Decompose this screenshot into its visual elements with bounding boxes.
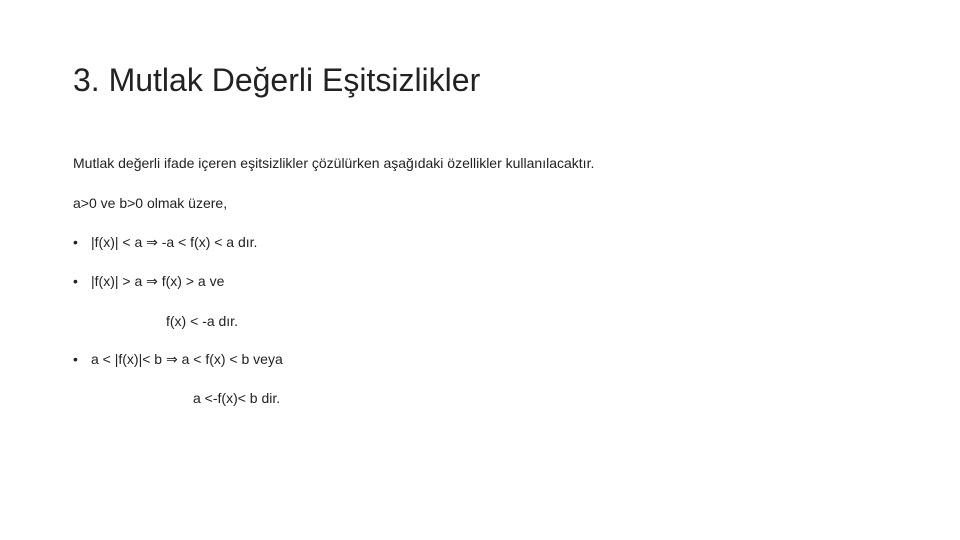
bullet-icon: • bbox=[73, 273, 78, 289]
bullet-icon: • bbox=[73, 351, 78, 367]
rule-item bbox=[73, 272, 224, 290]
rule-item bbox=[73, 233, 257, 251]
slide-title: 3. Mutlak Değerli Eşitsizlikler bbox=[73, 62, 481, 98]
intro-text: Mutlak değerli ifade içeren eşitsizlikler çözülürken aşağıdaki özellikler kullanılacaktır. bbox=[73, 155, 595, 171]
rule-text: |f(x)| < a ⇒ -a < f(x) < a dır. bbox=[91, 234, 258, 250]
rule-continuation: a <-f(x)< b dir. bbox=[193, 390, 281, 406]
bullet-icon: • bbox=[73, 234, 78, 250]
condition-text: a>0 ve b>0 olmak üzere, bbox=[73, 195, 228, 211]
rule-text: |f(x)| > a ⇒ f(x) > a ve bbox=[91, 273, 225, 289]
rule-text: a < |f(x)|< b ⇒ a < f(x) < b veya bbox=[91, 351, 283, 367]
rule-continuation: f(x) < -a dır. bbox=[166, 313, 238, 329]
rule-item bbox=[73, 350, 283, 368]
